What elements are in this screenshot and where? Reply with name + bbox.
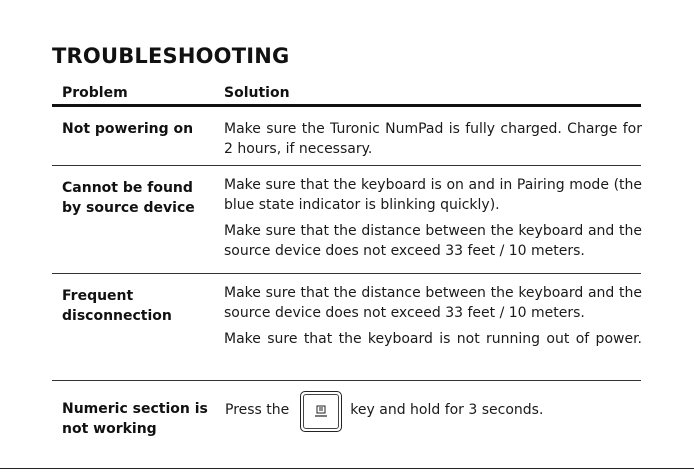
page-bottom-rule — [0, 468, 694, 469]
solution-text-after-key: key and hold for 3 seconds. — [350, 402, 544, 419]
problem-cell: Cannot be found by source device — [62, 180, 195, 216]
table-header — [52, 84, 641, 107]
calculator-key — [300, 391, 342, 432]
page-title: TROUBLESHOOTING — [52, 44, 290, 68]
column-header-solution: Solution — [224, 85, 290, 101]
solution-cell — [224, 176, 642, 268]
solution-text: Make sure that the distance between the keyboard and the source device does not exceed 33 feet / 10 meters. — [224, 223, 642, 259]
problem-cell: Not powering on — [62, 121, 194, 137]
solution-cell — [225, 389, 643, 433]
calculator-icon — [314, 405, 328, 418]
table-row — [52, 107, 641, 166]
solution-text-before-key: Press the — [225, 402, 290, 419]
solution-text: Make sure that the keyboard is not running out of power. — [224, 331, 642, 347]
solution-text: Make sure that the keyboard is on and in Pairing mode (the blue state indicator is blinking quickly). — [224, 177, 642, 213]
column-header-problem: Problem — [62, 85, 128, 101]
solution-cell — [224, 284, 642, 357]
solution-cell — [224, 120, 642, 166]
table-row — [52, 166, 641, 274]
solution-text: Make sure that the distance between the keyboard and the source device does not exceed 33 feet / 10 meters. — [224, 285, 642, 321]
table-row — [52, 274, 641, 381]
key-instruction — [225, 389, 643, 433]
problem-cell: Frequent disconnection — [62, 288, 172, 324]
table-row — [52, 381, 641, 451]
troubleshooting-table — [52, 84, 641, 451]
problem-cell: Numeric section is not working — [62, 401, 208, 437]
solution-text: Make sure the Turonic NumPad is fully charged. Charge for 2 hours, if necessary. — [224, 121, 642, 157]
